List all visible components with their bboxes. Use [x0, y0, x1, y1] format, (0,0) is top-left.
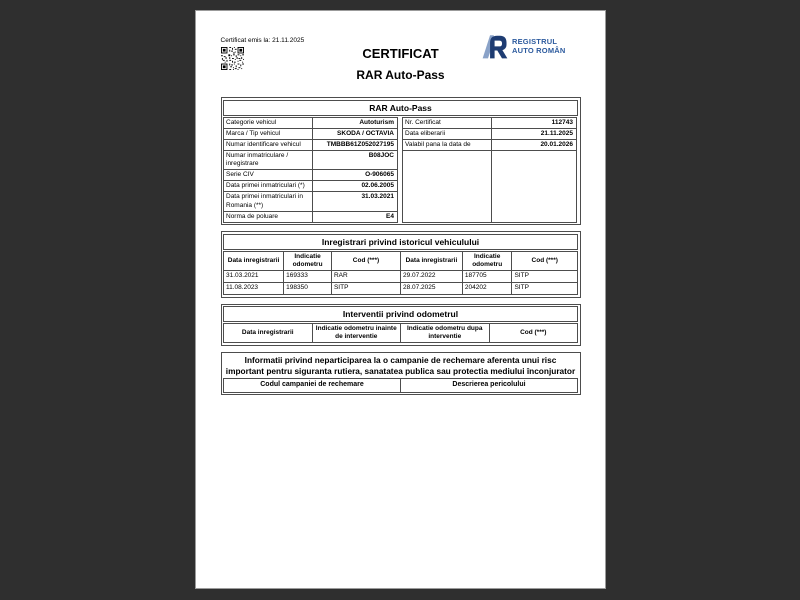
- row-value: [491, 150, 577, 223]
- column-header: Cod (***): [489, 324, 578, 343]
- column-header: Data inregistrarii: [224, 324, 313, 343]
- rar-logo-text-line1: REGISTRUL: [511, 36, 558, 46]
- row-label: Nr. Certificat: [402, 117, 492, 129]
- table-cell: 204202: [462, 283, 512, 295]
- column-header: Indicatie odometru dupa interventie: [401, 324, 490, 343]
- recall-table: [223, 378, 578, 393]
- column-header: Data inregistrarii: [224, 251, 284, 270]
- table-cell: SITP: [512, 283, 578, 295]
- table-row: [223, 150, 399, 170]
- row-value: 02.06.2005: [312, 180, 398, 192]
- table-cell: SITP: [512, 271, 578, 283]
- row-label: Categorie vehicul: [223, 117, 313, 129]
- vehicle-left-table: [223, 117, 399, 223]
- row-label: Serie CIV: [223, 169, 313, 181]
- row-value: SKODA / OCTAVIA: [312, 128, 398, 140]
- row-value: B08JOC: [312, 150, 398, 170]
- table-row: [223, 211, 399, 223]
- rar-logo-text: [512, 37, 566, 56]
- row-label: Norma de poluare: [223, 211, 313, 223]
- vehicle-section: [221, 97, 581, 225]
- vehicle-section-title: RAR Auto-Pass: [223, 100, 578, 116]
- table-row: [224, 283, 578, 295]
- table-row: [224, 271, 578, 283]
- column-header: Indicatie odometru: [462, 251, 512, 270]
- row-label: Valabil pana la data de: [402, 139, 492, 151]
- row-value: TMBBB61Z052027195: [312, 139, 398, 151]
- column-header: Indicatie odometru: [284, 251, 332, 270]
- row-label: Data primei inmatriculari in Romania (**): [223, 191, 313, 211]
- rar-logo: [481, 32, 566, 60]
- interventions-header-row: [224, 324, 578, 343]
- row-label: Numar identificare vehicul: [223, 139, 313, 151]
- interventions-table: [223, 323, 578, 343]
- row-label: Data eliberarii: [402, 128, 492, 140]
- rar-logo-mark: [481, 32, 509, 60]
- certificate-subtitle: RAR Auto-Pass: [356, 68, 445, 82]
- interventions-section: [221, 304, 581, 346]
- row-label: Data primei inmatriculari (*): [223, 180, 313, 192]
- history-table: [223, 251, 578, 295]
- row-value: 112743: [491, 117, 577, 129]
- row-label: [402, 150, 492, 223]
- row-value: 21.11.2025: [491, 128, 577, 140]
- table-cell: 169333: [284, 271, 332, 283]
- column-header: Codul campaniei de rechemare: [224, 378, 401, 392]
- table-cell: 198350: [284, 283, 332, 295]
- row-value: Autoturism: [312, 117, 398, 129]
- table-cell: SITP: [331, 283, 400, 295]
- row-label: Numar inmatriculare / inregistrare: [223, 150, 313, 170]
- row-value: 20.01.2026: [491, 139, 577, 151]
- table-cell: 28.07.2025: [400, 283, 462, 295]
- row-value: 31.03.2021: [312, 191, 398, 211]
- column-header: Descrierea pericolului: [401, 378, 578, 392]
- row-label: Marca / Tip vehicul: [223, 128, 313, 140]
- recall-section: [221, 352, 581, 395]
- column-header: Cod (***): [512, 251, 578, 270]
- certificate-title: CERTIFICAT: [362, 46, 439, 61]
- table-cell: 187705: [462, 271, 512, 283]
- table-row-empty: [402, 150, 578, 223]
- interventions-section-title: Interventii privind odometrul: [223, 306, 578, 322]
- certificate-header: [221, 37, 581, 91]
- table-cell: 11.08.2023: [224, 283, 284, 295]
- vehicle-tables: [223, 117, 578, 223]
- emitted-date-text: Certificat emis la: 21.11.2025: [220, 37, 305, 44]
- row-value: E4: [312, 211, 398, 223]
- table-cell: 29.07.2022: [400, 271, 462, 283]
- table-row: [223, 191, 399, 211]
- history-section: [221, 231, 581, 297]
- vehicle-right-table: [402, 117, 578, 223]
- recall-header-row: [224, 378, 578, 392]
- rar-logo-text-line2: AUTO ROMÂN: [511, 46, 566, 55]
- table-cell: RAR: [331, 271, 400, 283]
- column-header: Cod (***): [331, 251, 400, 270]
- row-value: O-906065: [312, 169, 398, 181]
- certificate-page: [195, 10, 606, 589]
- recall-section-title: Informatii privind neparticiparea la o campanie de rechemare aferenta unui risc important pentru siguranta rutiera, sanatatea publica sau protectia mediului înconjurator: [225, 355, 576, 376]
- history-header-row: [224, 251, 578, 270]
- column-header: Data inregistrarii: [400, 251, 462, 270]
- history-section-title: Inregistrari privind istoricul vehiculului: [223, 234, 578, 250]
- column-header: Indicatie odometru inainte de interventie: [312, 324, 401, 343]
- table-cell: 31.03.2021: [224, 271, 284, 283]
